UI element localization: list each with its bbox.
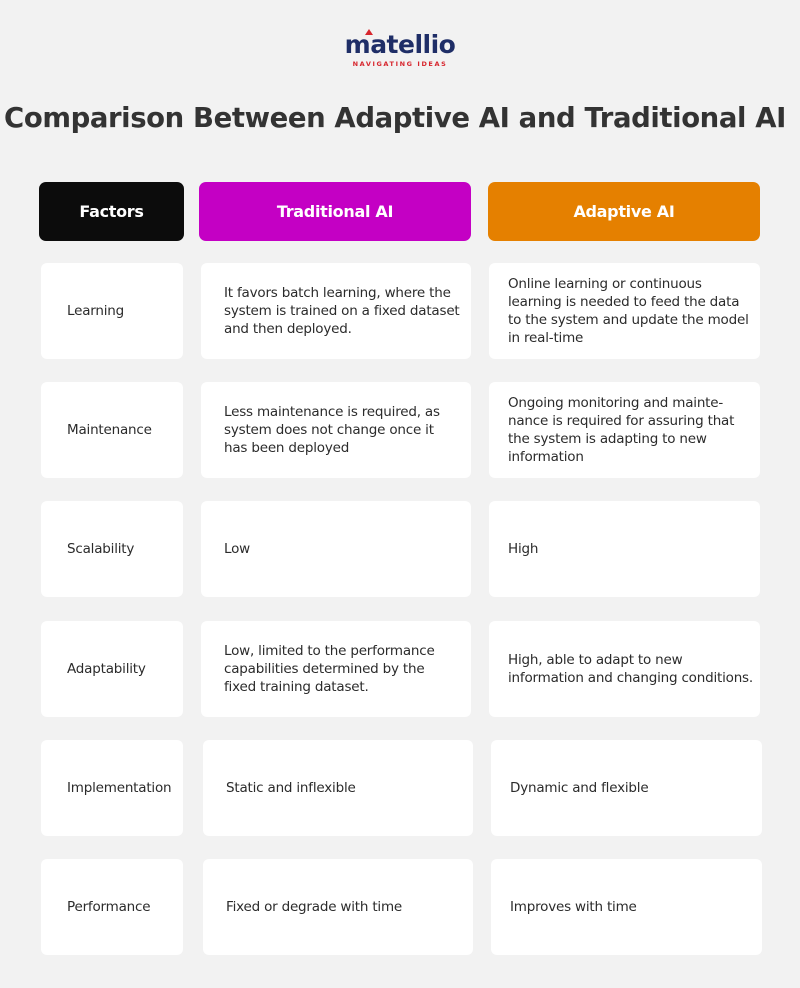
adaptive-text: High — [508, 541, 539, 557]
brand-logo — [0, 31, 800, 68]
traditional-cell-learning — [201, 263, 471, 359]
brand-name: matellio — [344, 30, 456, 59]
header-factors — [39, 182, 184, 241]
adaptive-text: Improves with time — [510, 899, 637, 915]
adaptive-text: High, able to adapt to new information and changing conditions. — [508, 652, 753, 686]
brand-wordmark — [345, 31, 456, 59]
traditional-text: Fixed or degrade with time — [226, 899, 403, 915]
factor-cell-maintenance — [41, 382, 183, 478]
traditional-text: Low, limited to the performance capabilities determined by the fixed training dataset. — [224, 643, 435, 695]
adaptive-cell-implementation — [491, 740, 762, 836]
factor-cell-implementation — [41, 740, 183, 836]
factor-label: Performance — [67, 899, 151, 915]
traditional-text: Low — [224, 541, 250, 557]
adaptive-cell-scalability — [489, 501, 760, 597]
page-title: Comparison Between Adaptive AI and Traditional AI — [4, 102, 786, 134]
factor-label: Adaptability — [67, 661, 146, 677]
header-traditional-ai — [199, 182, 471, 241]
brand-tagline: NAVIGATING IDEAS — [352, 60, 448, 68]
header-factors-label: Factors — [79, 202, 144, 221]
header-adaptive-label: Adaptive AI — [573, 202, 675, 221]
traditional-text: Less maintenance is required, as system does not change once it has been deployed — [224, 404, 440, 456]
factor-label: Learning — [67, 303, 125, 319]
traditional-cell-adaptability — [201, 621, 471, 717]
traditional-cell-maintenance — [201, 382, 471, 478]
header-adaptive-ai — [488, 182, 760, 241]
traditional-cell-implementation — [203, 740, 473, 836]
traditional-text: Static and inflexible — [226, 780, 356, 796]
factor-cell-learning — [41, 263, 183, 359]
adaptive-text: Ongoing monitoring and mainte- nance is required for assuring that the system is adapting to new information — [508, 395, 735, 465]
factor-label: Scalability — [67, 541, 135, 557]
traditional-cell-scalability — [201, 501, 471, 597]
adaptive-cell-learning — [489, 263, 760, 359]
adaptive-cell-adaptability — [489, 621, 760, 717]
header-traditional-label: Traditional AI — [276, 202, 394, 221]
traditional-text: It favors batch learning, where the system is trained on a fixed dataset and then deployed. — [224, 285, 460, 337]
adaptive-text: Online learning or continuous learning is needed to feed the data to the system and update the model in real-time — [508, 276, 749, 346]
traditional-cell-performance — [203, 859, 473, 955]
factor-label: Maintenance — [67, 422, 152, 438]
factor-cell-scalability — [41, 501, 183, 597]
factor-label: Implementation — [67, 780, 172, 796]
adaptive-text: Dynamic and flexible — [510, 780, 649, 796]
factor-cell-performance — [41, 859, 183, 955]
adaptive-cell-maintenance — [489, 382, 760, 478]
logo-caret-icon — [365, 29, 373, 35]
factor-cell-adaptability — [41, 621, 183, 717]
adaptive-cell-performance — [491, 859, 762, 955]
